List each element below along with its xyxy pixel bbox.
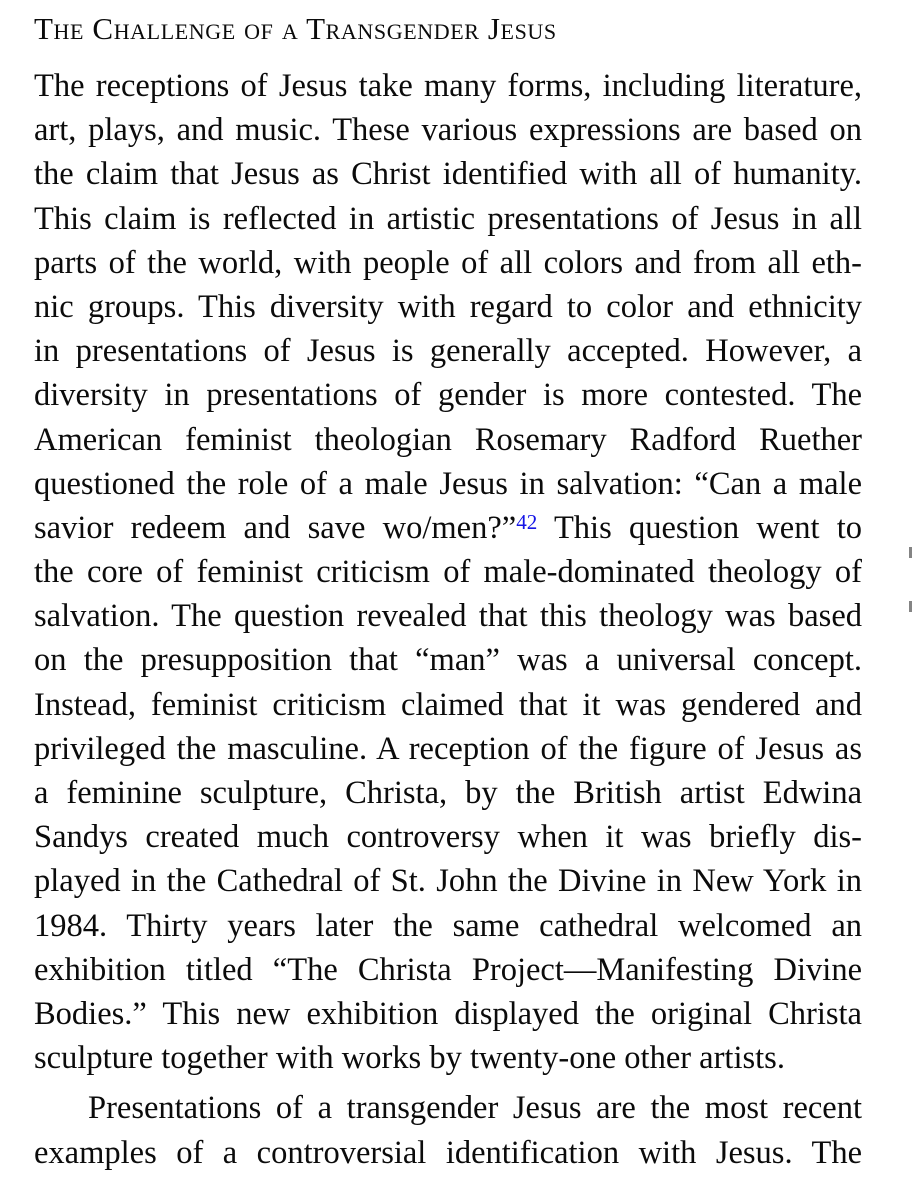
text-line: the core of feminist criticism of male-dominated theology of: [34, 554, 862, 591]
footnote-ref-link[interactable]: 42: [516, 510, 538, 535]
text-line: The receptions of Jesus take many forms, including literature,: [34, 68, 862, 104]
text-line: American feminist theologian Rosemary Radford Ruether: [34, 421, 862, 458]
paragraph: [34, 1086, 862, 1174]
section-heading: The Challenge of a Transgender Jesus: [34, 11, 557, 46]
text-line: 1984. Thirty years later the same cathedral welcomed an: [34, 907, 862, 944]
text-line: played in the Cathedral of St. John the Divine in New York in: [34, 863, 862, 900]
text-line: a feminine sculpture, Christa, by the British artist Edwina: [34, 775, 862, 811]
text-line: This claim is reflected in artistic presentations of Jesus in all: [34, 200, 862, 237]
text-line: parts of the world, with people of all colors and from all eth-: [34, 244, 862, 281]
text-line: Sandys created much controversy when it was briefly dis-: [34, 819, 862, 856]
text-line: privileged the masculine. A reception of the figure of Jesus as: [34, 730, 862, 767]
text-line: examples of a controversial identification with Jesus. The: [34, 1134, 862, 1171]
text-line: questioned the role of a male Jesus in salvation: “Can a male: [34, 465, 862, 502]
paragraph: [34, 64, 862, 1080]
text-line: nic groups. This diversity with regard to color and ethnicity: [34, 288, 862, 325]
text-line: savior redeem and save wo/men?”$^{42}$ This question went to: [34, 509, 862, 546]
text-line: the claim that Jesus as Christ identified with all of humanity.: [34, 156, 862, 193]
text-line: Presentations of a transgender Jesus are the most recent: [88, 1090, 862, 1127]
text-line: sculpture together with works by twenty-one other artists.: [34, 1040, 785, 1077]
text-line: diversity in presentations of gender is more contested. The: [34, 377, 862, 414]
text-line: salvation. The question revealed that this theology was based: [34, 598, 862, 635]
text-line: exhibition titled “The Christa Project—Manifesting Divine: [34, 951, 862, 988]
text-line: Instead, feminist criticism claimed that it was gendered and: [34, 686, 862, 723]
text-column: [34, 64, 862, 1175]
text-line: art, plays, and music. These various expressions are based on: [34, 112, 862, 149]
text-line: Bodies.” This new exhibition displayed the original Christa: [34, 995, 862, 1032]
text-line: in presentations of Jesus is generally accepted. However, a: [34, 333, 862, 370]
text-line: on the presupposition that “man” was a universal concept.: [34, 642, 862, 679]
